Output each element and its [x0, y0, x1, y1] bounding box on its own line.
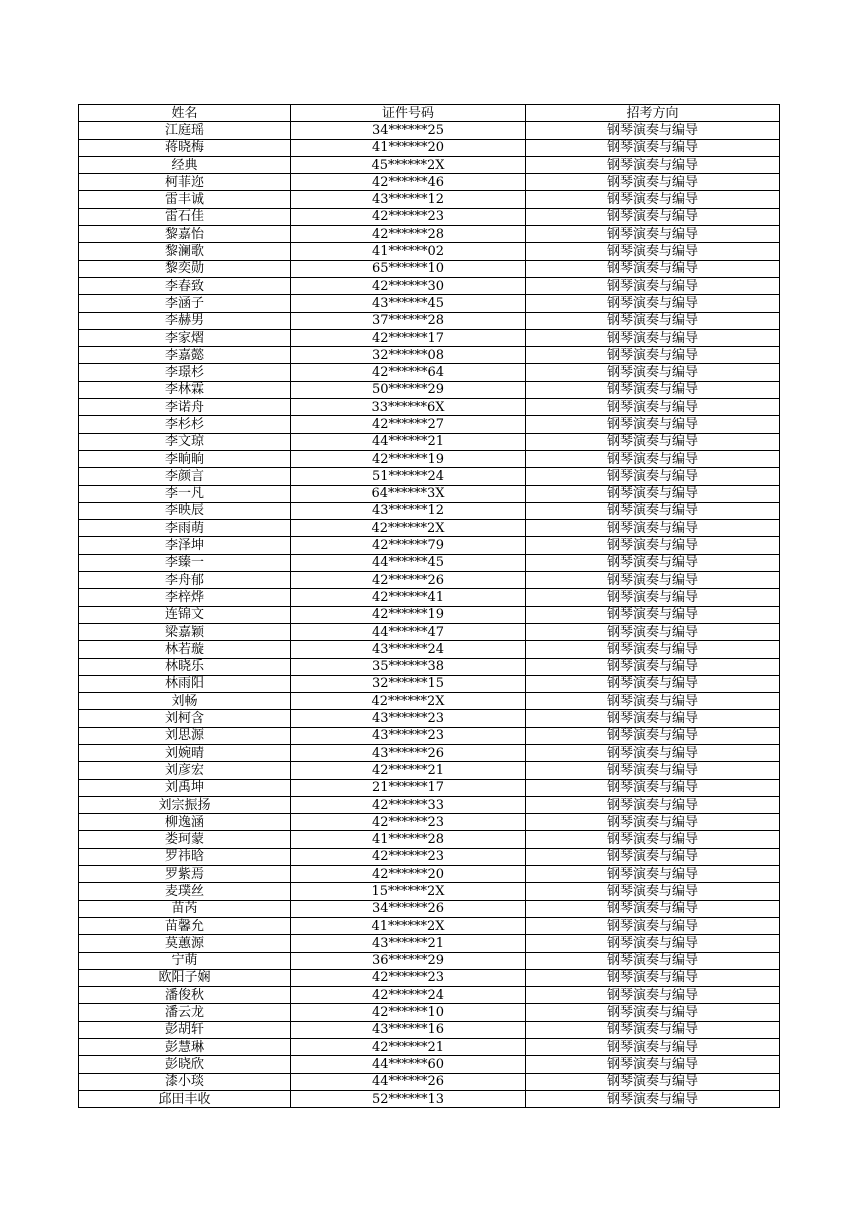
cell-name: 李家熠 — [79, 329, 291, 346]
cell-id-number: 42******2X — [291, 693, 526, 710]
cell-id-number: 51******24 — [291, 468, 526, 485]
cell-direction: 钢琴演奏与编导 — [526, 900, 780, 917]
cell-name: 李舟郁 — [79, 572, 291, 589]
cell-direction: 钢琴演奏与编导 — [526, 589, 780, 606]
cell-name: 经典 — [79, 156, 291, 173]
cell-id-number: 42******19 — [291, 606, 526, 623]
cell-direction: 钢琴演奏与编导 — [526, 641, 780, 658]
table-row — [79, 191, 780, 208]
cell-id-number: 43******21 — [291, 935, 526, 952]
cell-name: 刘婉晴 — [79, 744, 291, 761]
table-row — [79, 554, 780, 571]
cell-id-number: 42******20 — [291, 866, 526, 883]
cell-id-number: 44******47 — [291, 623, 526, 640]
table-row — [79, 641, 780, 658]
cell-name: 李诺舟 — [79, 399, 291, 416]
table-row — [79, 675, 780, 692]
table-row — [79, 987, 780, 1004]
cell-direction: 钢琴演奏与编导 — [526, 675, 780, 692]
cell-id-number: 41******28 — [291, 831, 526, 848]
header-name: 姓名 — [79, 105, 291, 122]
cell-id-number: 44******21 — [291, 433, 526, 450]
table-row — [79, 589, 780, 606]
cell-direction: 钢琴演奏与编导 — [526, 987, 780, 1004]
cell-name: 林晓乐 — [79, 658, 291, 675]
cell-id-number: 43******23 — [291, 727, 526, 744]
cell-id-number: 41******2X — [291, 917, 526, 934]
cell-id-number: 42******27 — [291, 416, 526, 433]
table-row — [79, 969, 780, 986]
cell-id-number: 42******17 — [291, 329, 526, 346]
cell-id-number: 42******2X — [291, 520, 526, 537]
table-row — [79, 1073, 780, 1090]
cell-direction: 钢琴演奏与编导 — [526, 347, 780, 364]
cell-direction: 钢琴演奏与编导 — [526, 433, 780, 450]
table-row — [79, 502, 780, 519]
cell-direction: 钢琴演奏与编导 — [526, 762, 780, 779]
table-row — [79, 744, 780, 761]
cell-direction: 钢琴演奏与编导 — [526, 416, 780, 433]
cell-direction: 钢琴演奏与编导 — [526, 399, 780, 416]
cell-direction: 钢琴演奏与编导 — [526, 191, 780, 208]
table-row — [79, 295, 780, 312]
cell-direction: 钢琴演奏与编导 — [526, 156, 780, 173]
table-row — [79, 1056, 780, 1073]
cell-name: 林若璇 — [79, 641, 291, 658]
cell-id-number: 43******12 — [291, 191, 526, 208]
cell-name: 罗祎晗 — [79, 848, 291, 865]
cell-direction: 钢琴演奏与编导 — [526, 554, 780, 571]
cell-id-number: 65******10 — [291, 260, 526, 277]
cell-name: 彭晓欣 — [79, 1056, 291, 1073]
cell-name: 李璟杉 — [79, 364, 291, 381]
cell-id-number: 42******23 — [291, 814, 526, 831]
cell-direction: 钢琴演奏与编导 — [526, 502, 780, 519]
cell-direction: 钢琴演奏与编导 — [526, 277, 780, 294]
cell-name: 李颜言 — [79, 468, 291, 485]
cell-id-number: 42******41 — [291, 589, 526, 606]
cell-name: 潘俊秋 — [79, 987, 291, 1004]
cell-id-number: 64******3X — [291, 485, 526, 502]
cell-name: 彭慧琳 — [79, 1039, 291, 1056]
cell-name: 李赫男 — [79, 312, 291, 329]
cell-direction: 钢琴演奏与编导 — [526, 226, 780, 243]
cell-id-number: 43******45 — [291, 295, 526, 312]
table-row — [79, 572, 780, 589]
table-row — [79, 381, 780, 398]
cell-direction: 钢琴演奏与编导 — [526, 814, 780, 831]
cell-name: 漆小琰 — [79, 1073, 291, 1090]
cell-name: 李春致 — [79, 277, 291, 294]
cell-direction: 钢琴演奏与编导 — [526, 572, 780, 589]
cell-direction: 钢琴演奏与编导 — [526, 623, 780, 640]
cell-id-number: 36******29 — [291, 952, 526, 969]
cell-name: 李晌晌 — [79, 450, 291, 467]
table-row — [79, 762, 780, 779]
cell-direction: 钢琴演奏与编导 — [526, 520, 780, 537]
table-row — [79, 883, 780, 900]
table-row — [79, 727, 780, 744]
table-row — [79, 831, 780, 848]
cell-id-number: 43******16 — [291, 1021, 526, 1038]
table-row — [79, 468, 780, 485]
cell-id-number: 42******30 — [291, 277, 526, 294]
cell-id-number: 37******28 — [291, 312, 526, 329]
cell-direction: 钢琴演奏与编导 — [526, 243, 780, 260]
cell-direction: 钢琴演奏与编导 — [526, 796, 780, 813]
cell-id-number: 43******26 — [291, 744, 526, 761]
cell-id-number: 33******6X — [291, 399, 526, 416]
cell-direction: 钢琴演奏与编导 — [526, 364, 780, 381]
cell-direction: 钢琴演奏与编导 — [526, 693, 780, 710]
table-row — [79, 658, 780, 675]
cell-direction: 钢琴演奏与编导 — [526, 831, 780, 848]
cell-direction: 钢琴演奏与编导 — [526, 883, 780, 900]
table-row — [79, 433, 780, 450]
cell-name: 苗芮 — [79, 900, 291, 917]
cell-direction: 钢琴演奏与编导 — [526, 174, 780, 191]
cell-name: 林雨阳 — [79, 675, 291, 692]
cell-direction: 钢琴演奏与编导 — [526, 312, 780, 329]
cell-id-number: 32******08 — [291, 347, 526, 364]
table-row — [79, 1004, 780, 1021]
table-row — [79, 623, 780, 640]
table-row — [79, 139, 780, 156]
table-row — [79, 260, 780, 277]
cell-id-number: 44******26 — [291, 1073, 526, 1090]
cell-name: 雷丰诚 — [79, 191, 291, 208]
cell-name: 黎澜歌 — [79, 243, 291, 260]
cell-id-number: 34******25 — [291, 122, 526, 139]
cell-id-number: 43******12 — [291, 502, 526, 519]
cell-name: 李杉杉 — [79, 416, 291, 433]
cell-name: 李梓烨 — [79, 589, 291, 606]
cell-direction: 钢琴演奏与编导 — [526, 606, 780, 623]
cell-id-number: 42******24 — [291, 987, 526, 1004]
cell-name: 梁嘉颖 — [79, 623, 291, 640]
cell-direction: 钢琴演奏与编导 — [526, 1090, 780, 1107]
cell-direction: 钢琴演奏与编导 — [526, 952, 780, 969]
cell-direction: 钢琴演奏与编导 — [526, 917, 780, 934]
table-row — [79, 156, 780, 173]
cell-id-number: 44******60 — [291, 1056, 526, 1073]
cell-direction: 钢琴演奏与编导 — [526, 710, 780, 727]
cell-id-number: 42******23 — [291, 208, 526, 225]
cell-id-number: 32******15 — [291, 675, 526, 692]
table-row — [79, 917, 780, 934]
cell-name: 李林霖 — [79, 381, 291, 398]
cell-name: 刘柯含 — [79, 710, 291, 727]
cell-id-number: 42******23 — [291, 848, 526, 865]
cell-id-number: 43******23 — [291, 710, 526, 727]
table-row — [79, 935, 780, 952]
cell-id-number: 52******13 — [291, 1090, 526, 1107]
cell-id-number: 42******79 — [291, 537, 526, 554]
table-row — [79, 208, 780, 225]
cell-name: 莫蕙源 — [79, 935, 291, 952]
cell-id-number: 41******02 — [291, 243, 526, 260]
table-row — [79, 243, 780, 260]
cell-name: 李臻一 — [79, 554, 291, 571]
table-row — [79, 1039, 780, 1056]
cell-name: 连锦文 — [79, 606, 291, 623]
cell-id-number: 42******19 — [291, 450, 526, 467]
cell-id-number: 42******33 — [291, 796, 526, 813]
cell-direction: 钢琴演奏与编导 — [526, 1039, 780, 1056]
cell-name: 潘云龙 — [79, 1004, 291, 1021]
cell-id-number: 34******26 — [291, 900, 526, 917]
cell-direction: 钢琴演奏与编导 — [526, 1021, 780, 1038]
cell-direction: 钢琴演奏与编导 — [526, 468, 780, 485]
cell-id-number: 42******10 — [291, 1004, 526, 1021]
table-row — [79, 329, 780, 346]
table-row — [79, 122, 780, 139]
table-row — [79, 779, 780, 796]
cell-name: 李嘉懿 — [79, 347, 291, 364]
cell-name: 李泽坤 — [79, 537, 291, 554]
table-row — [79, 900, 780, 917]
cell-name: 宁萌 — [79, 952, 291, 969]
cell-id-number: 43******24 — [291, 641, 526, 658]
cell-direction: 钢琴演奏与编导 — [526, 1056, 780, 1073]
cell-direction: 钢琴演奏与编导 — [526, 848, 780, 865]
cell-name: 娄珂蒙 — [79, 831, 291, 848]
table-row — [79, 693, 780, 710]
cell-direction: 钢琴演奏与编导 — [526, 295, 780, 312]
table-row — [79, 450, 780, 467]
cell-name: 刘禹坤 — [79, 779, 291, 796]
table-row — [79, 710, 780, 727]
cell-name: 黎嘉怡 — [79, 226, 291, 243]
cell-direction: 钢琴演奏与编导 — [526, 260, 780, 277]
candidate-table — [78, 104, 780, 1108]
cell-direction: 钢琴演奏与编导 — [526, 779, 780, 796]
cell-id-number: 42******21 — [291, 1039, 526, 1056]
table-row — [79, 796, 780, 813]
cell-id-number: 42******21 — [291, 762, 526, 779]
header-row — [79, 105, 780, 122]
cell-name: 刘彦宏 — [79, 762, 291, 779]
table-row — [79, 174, 780, 191]
cell-name: 邱田丰收 — [79, 1090, 291, 1107]
cell-id-number: 21******17 — [291, 779, 526, 796]
cell-name: 苗馨允 — [79, 917, 291, 934]
cell-name: 麦璞丝 — [79, 883, 291, 900]
cell-direction: 钢琴演奏与编导 — [526, 1073, 780, 1090]
table-row — [79, 814, 780, 831]
cell-direction: 钢琴演奏与编导 — [526, 658, 780, 675]
cell-direction: 钢琴演奏与编导 — [526, 537, 780, 554]
cell-name: 刘畅 — [79, 693, 291, 710]
table-row — [79, 952, 780, 969]
cell-direction: 钢琴演奏与编导 — [526, 727, 780, 744]
table-row — [79, 226, 780, 243]
table-row — [79, 364, 780, 381]
table-row — [79, 312, 780, 329]
cell-name: 刘思源 — [79, 727, 291, 744]
cell-id-number: 35******38 — [291, 658, 526, 675]
cell-name: 李涵子 — [79, 295, 291, 312]
table-row — [79, 520, 780, 537]
cell-id-number: 42******28 — [291, 226, 526, 243]
table-row — [79, 1090, 780, 1107]
cell-name: 罗紫焉 — [79, 866, 291, 883]
cell-direction: 钢琴演奏与编导 — [526, 935, 780, 952]
cell-direction: 钢琴演奏与编导 — [526, 381, 780, 398]
table-row — [79, 416, 780, 433]
table-row — [79, 866, 780, 883]
cell-name: 黎奕勋 — [79, 260, 291, 277]
cell-name: 蒋晓梅 — [79, 139, 291, 156]
cell-direction: 钢琴演奏与编导 — [526, 139, 780, 156]
table-row — [79, 485, 780, 502]
cell-id-number: 45******2X — [291, 156, 526, 173]
cell-name: 雷石佳 — [79, 208, 291, 225]
table-row — [79, 848, 780, 865]
cell-name: 李一凡 — [79, 485, 291, 502]
cell-name: 柯菲迩 — [79, 174, 291, 191]
table-row — [79, 347, 780, 364]
table-row — [79, 537, 780, 554]
cell-id-number: 41******20 — [291, 139, 526, 156]
cell-direction: 钢琴演奏与编导 — [526, 969, 780, 986]
table-row — [79, 277, 780, 294]
cell-name: 李文琼 — [79, 433, 291, 450]
cell-direction: 钢琴演奏与编导 — [526, 744, 780, 761]
cell-direction: 钢琴演奏与编导 — [526, 329, 780, 346]
table-row — [79, 1021, 780, 1038]
cell-direction: 钢琴演奏与编导 — [526, 1004, 780, 1021]
cell-id-number: 42******26 — [291, 572, 526, 589]
cell-direction: 钢琴演奏与编导 — [526, 122, 780, 139]
header-direction: 招考方向 — [526, 105, 780, 122]
cell-direction: 钢琴演奏与编导 — [526, 208, 780, 225]
cell-id-number: 42******46 — [291, 174, 526, 191]
cell-id-number: 44******45 — [291, 554, 526, 571]
cell-name: 刘宗振扬 — [79, 796, 291, 813]
cell-id-number: 15******2X — [291, 883, 526, 900]
cell-id-number: 50******29 — [291, 381, 526, 398]
cell-name: 李映辰 — [79, 502, 291, 519]
cell-direction: 钢琴演奏与编导 — [526, 485, 780, 502]
cell-name: 柳逸涵 — [79, 814, 291, 831]
header-id-number: 证件号码 — [291, 105, 526, 122]
cell-direction: 钢琴演奏与编导 — [526, 866, 780, 883]
cell-direction: 钢琴演奏与编导 — [526, 450, 780, 467]
cell-name: 李雨萌 — [79, 520, 291, 537]
cell-id-number: 42******23 — [291, 969, 526, 986]
table-row — [79, 399, 780, 416]
cell-name: 江庭瑶 — [79, 122, 291, 139]
cell-id-number: 42******64 — [291, 364, 526, 381]
table-row — [79, 606, 780, 623]
cell-name: 彭胡轩 — [79, 1021, 291, 1038]
cell-name: 欧阳子娴 — [79, 969, 291, 986]
table-body — [79, 122, 780, 1108]
